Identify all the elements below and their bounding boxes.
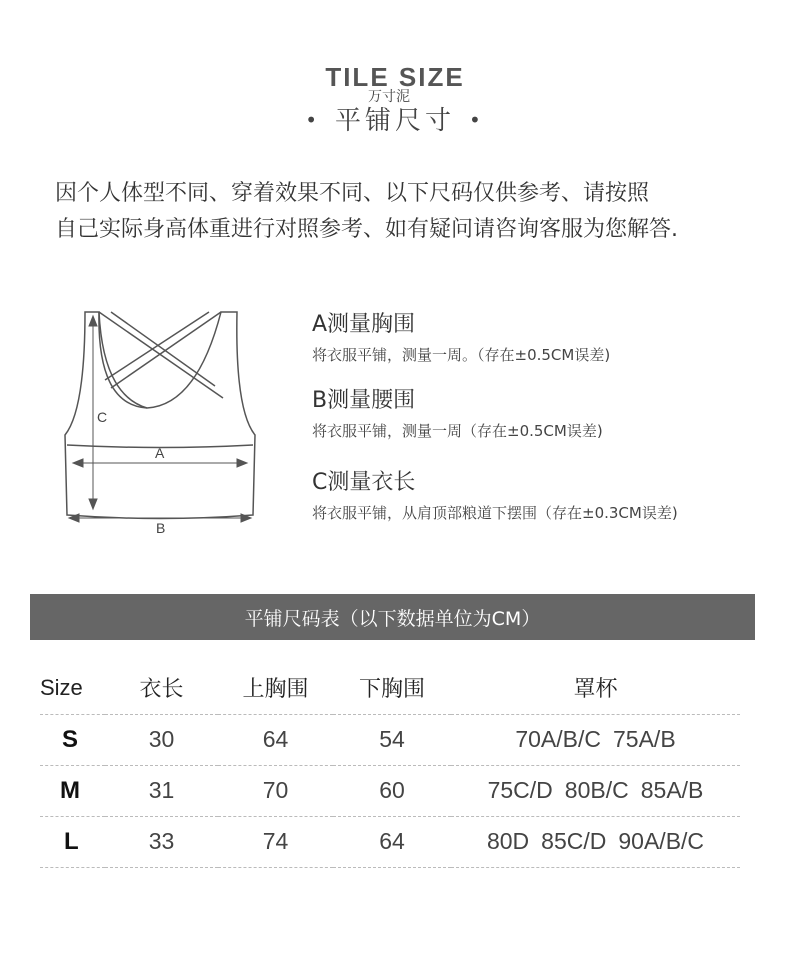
size-table [40,662,740,868]
cross-strap-left-2 [111,312,215,386]
header-length: 衣长 [105,662,218,714]
label-c: C [97,409,108,425]
cup-value: 80D [486,828,530,854]
intro-line-2: 自己实际身高体重进行对照参考、如有疑问请咨询客服为您解答. [55,217,678,242]
table-row [40,714,740,765]
table-header-row [40,662,740,714]
cell-cups [451,765,740,816]
header-size: Size [40,662,105,714]
cup-value: 75A/B [613,726,676,752]
measure-desc: 将衣服平铺，从肩顶部粮道下摆围（存在±0.3CM误差) [312,504,678,522]
intro-text [55,176,775,248]
cell-lower: 60 [333,765,451,816]
measure-title: B测量腰围 [312,388,416,413]
measure-chest [312,310,610,366]
bullet-dot-icon: • [469,108,485,132]
measure-desc: 将衣服平铺，测量一周（存在±0.5CM误差) [312,422,603,440]
measure-desc: 将衣服平铺，测量一周。（存在±0.5CM误差) [312,346,611,364]
cell-cups [451,714,740,765]
intro-line-1: 因个人体型不同、穿着效果不同、以下尺码仅供参考、请按照 [55,181,650,206]
cup-value: 90A/B/C [618,828,705,854]
cell-size: M [40,765,105,816]
header-cup: 罩杯 [451,662,740,714]
cell-cups [451,816,740,867]
cell-lower: 54 [333,714,451,765]
cell-upper: 74 [218,816,333,867]
measure-title: A测量胸围 [312,312,416,337]
measure-length [312,468,678,524]
subtitle-text: 平铺尺寸 [334,106,455,136]
measure-waist [312,386,603,442]
table-row [40,816,740,867]
cell-upper: 64 [218,714,333,765]
page-subtitle [0,100,790,137]
bullet-dot-icon: • [305,108,321,132]
garment-diagram [55,300,265,540]
measure-title: C测量衣长 [312,470,416,495]
cup-value: 85C/D [541,828,607,854]
cup-value: 70A/B/C [515,726,601,752]
cell-size: S [40,714,105,765]
cup-value: 85A/B [640,777,704,803]
header-upper-chest: 上胸围 [218,662,333,714]
label-a: A [155,445,165,461]
cell-size: L [40,816,105,867]
cell-length: 30 [105,714,218,765]
garment-inner-contour [99,312,147,408]
cup-value: 80B/C [564,777,629,803]
size-table-caption: 平铺尺码表（以下数据单位为CM） [30,594,755,640]
cell-upper: 70 [218,765,333,816]
table-row [40,765,740,816]
label-b: B [156,520,166,536]
cell-lower: 64 [333,816,451,867]
cup-value: 75C/D [487,777,553,803]
page-title: TILE SIZE [325,62,465,92]
watermark-text: 万寸泥 [368,89,410,105]
header-lower-chest: 下胸围 [333,662,451,714]
cell-length: 33 [105,816,218,867]
cell-length: 31 [105,765,218,816]
